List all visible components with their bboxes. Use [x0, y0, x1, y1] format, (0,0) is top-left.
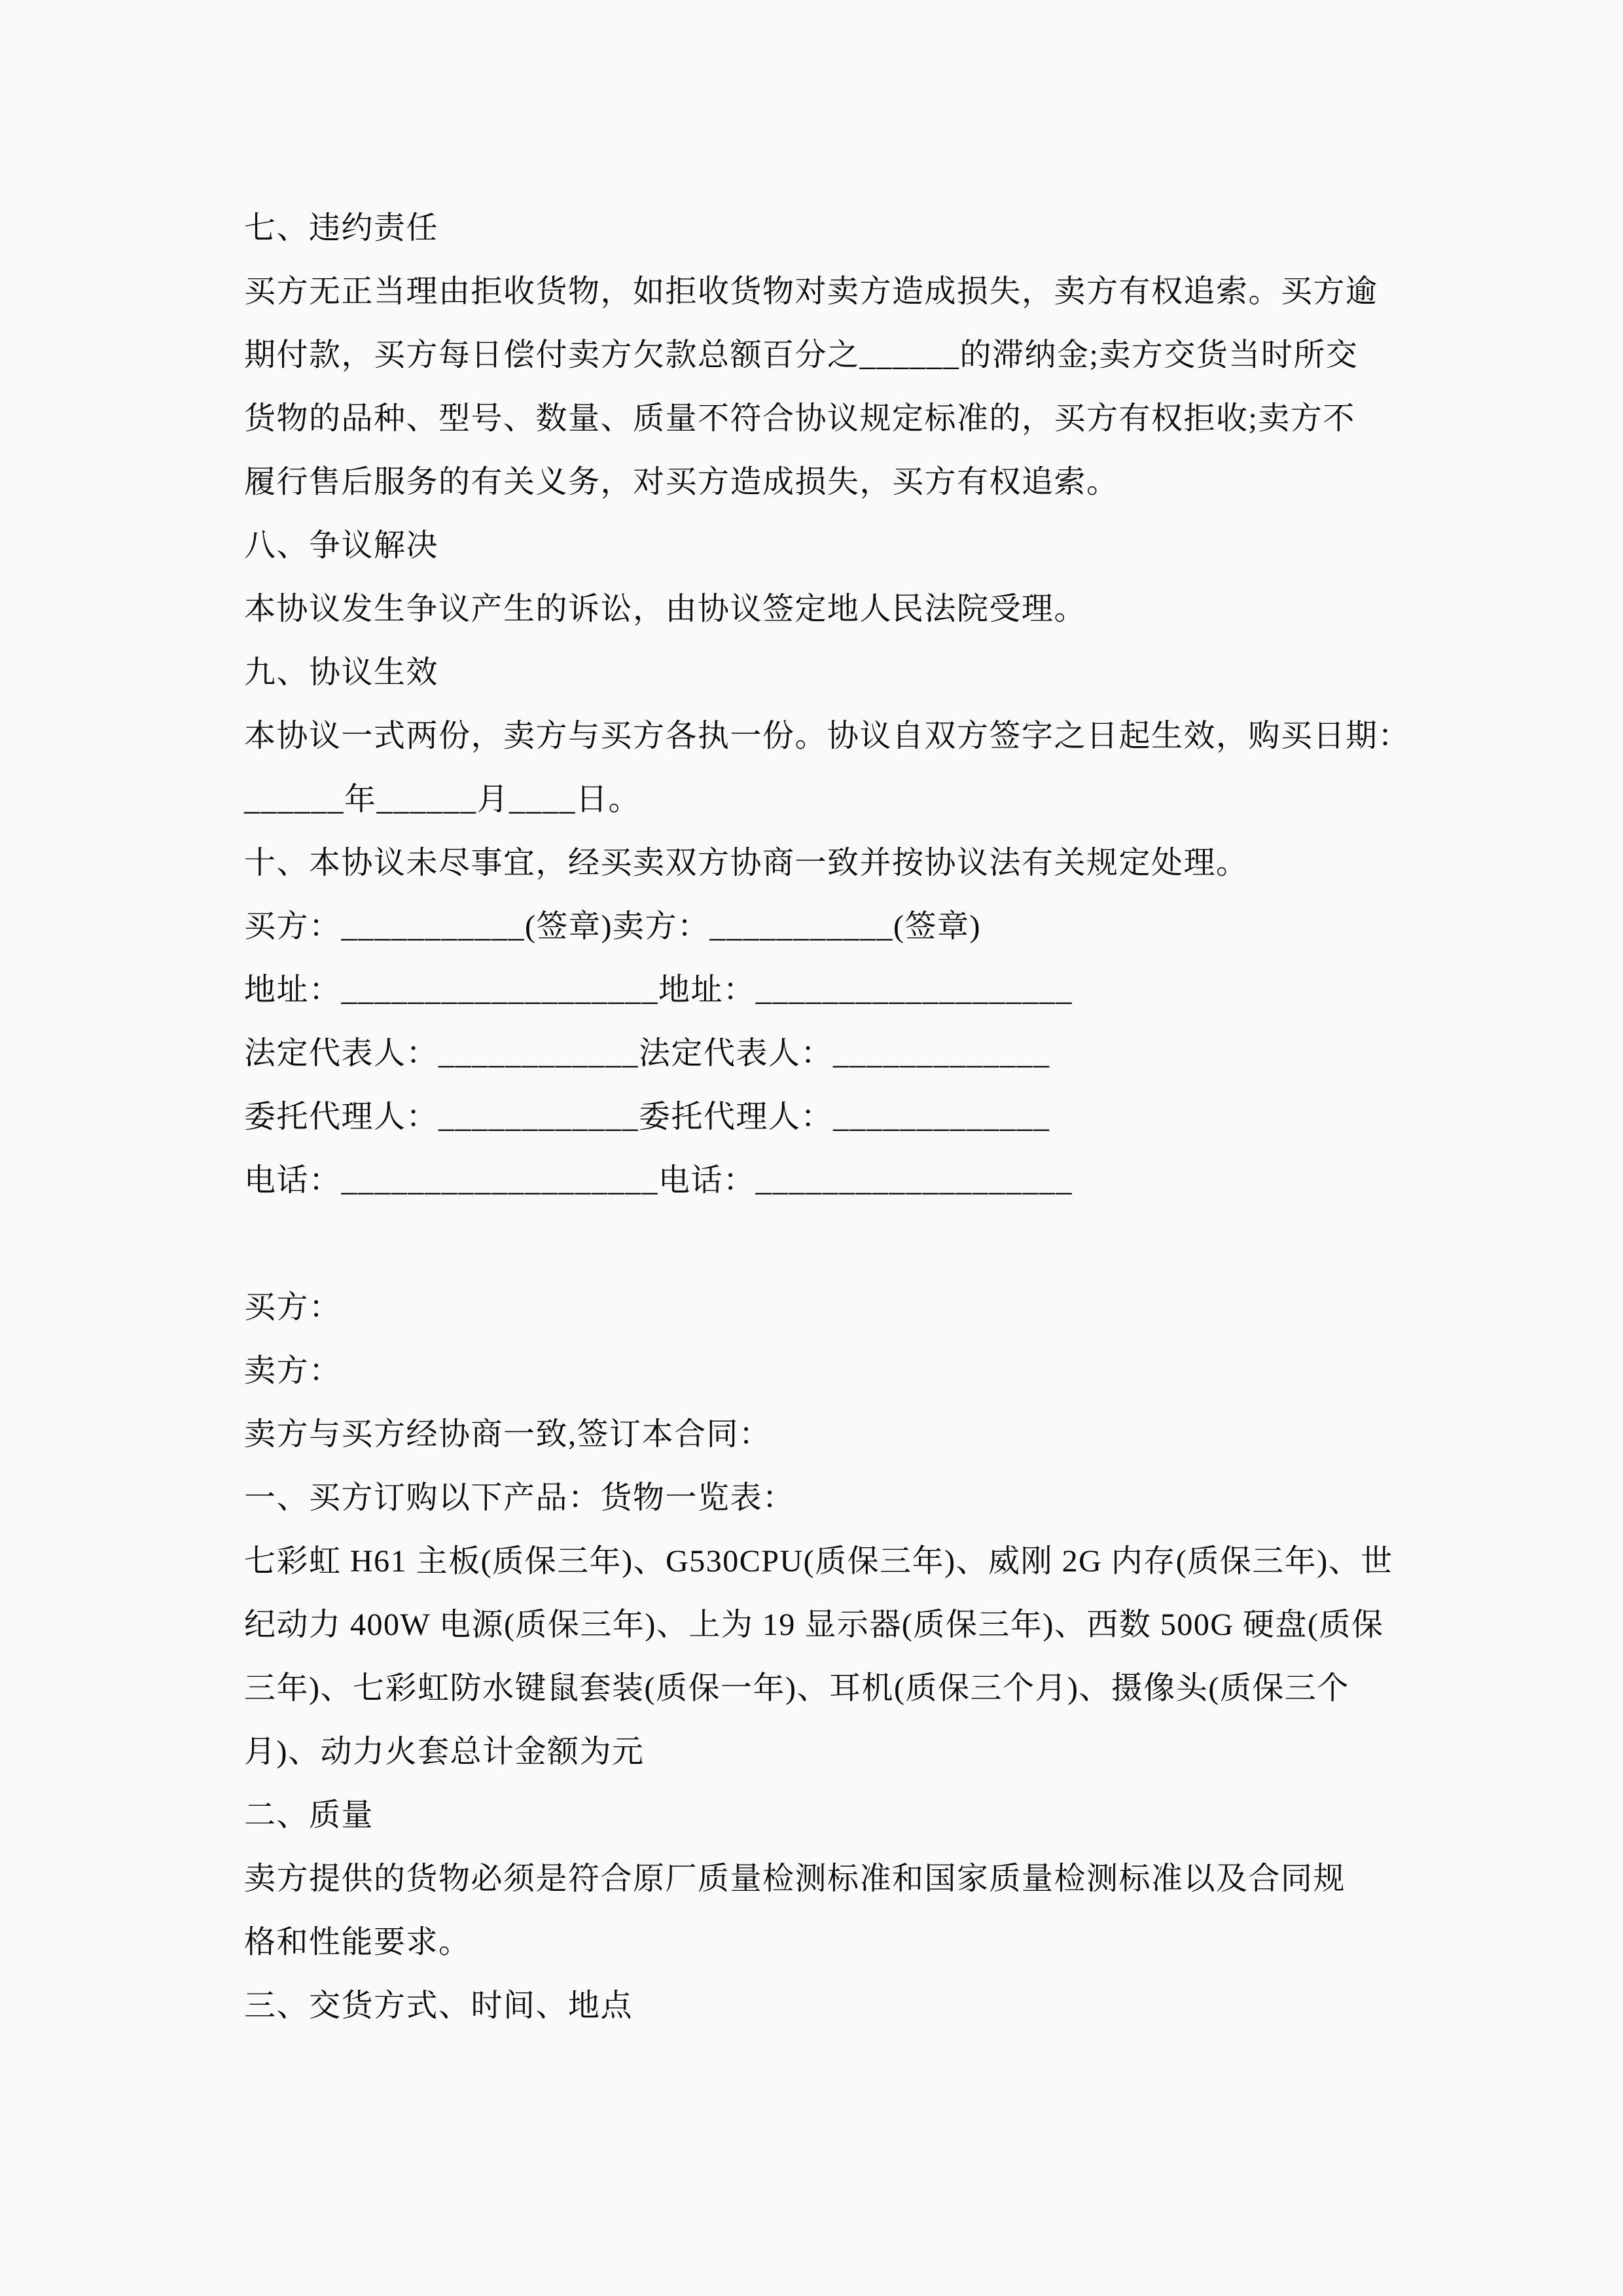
form-field-line: 卖方： — [244, 1354, 342, 1388]
section-heading-line: 九、协议生效 — [244, 655, 439, 690]
form-field-line: 地址：___________________地址：___________________ — [244, 973, 1073, 1007]
paragraph-line: 月)、动力火套总计金额为元 — [244, 1734, 645, 1769]
paragraph-line: 三年)、七彩虹防水键鼠套装(质保一年)、耳机(质保三个月)、摄像头(质保三个 — [244, 1671, 1349, 1706]
contract-text-block — [244, 196, 1411, 2037]
section-heading-line: 八、争议解决 — [244, 528, 439, 563]
paragraph-line: 履行售后服务的有关义务，对买方造成损失，买方有权追索。 — [244, 465, 1119, 499]
form-field-line: 委托代理人：____________委托代理人：_____________ — [244, 1100, 1050, 1134]
paragraph-line: 本协议发生争议产生的诉讼，由协议签定地人民法院受理。 — [244, 592, 1087, 626]
form-field-line: 买方：___________(签章)卖方：___________(签章) — [244, 909, 981, 944]
paragraph-line: ______年______月____日。 — [244, 782, 641, 817]
section-heading-line: 七、违约责任 — [244, 211, 439, 245]
paragraph-line: 期付款，买方每日偿付卖方欠款总额百分之______的滞纳金;卖方交货当时所交 — [244, 338, 1359, 372]
form-field-line: 买方： — [244, 1290, 342, 1325]
section-heading-line: 三、交货方式、时间、地点 — [244, 1988, 633, 2023]
paragraph-line: 卖方与买方经协商一致,签订本合同： — [244, 1417, 772, 1452]
form-field-line: 电话：___________________电话：___________________ — [244, 1163, 1073, 1198]
paragraph-line: 格和性能要求。 — [244, 1925, 471, 1960]
paragraph-line: 纪动力 400W 电源(质保三年)、上为 19 显示器(质保三年)、西数 500G 硬盘(质保 — [244, 1607, 1384, 1642]
section-heading-line: 二、质量 — [244, 1798, 374, 1833]
form-field-line: 法定代表人：____________法定代表人：_____________ — [244, 1036, 1050, 1071]
paragraph-line: 卖方提供的货物必须是符合原厂质量检测标准和国家质量检测标准以及合同规 — [244, 1861, 1346, 1896]
section-heading-line: 十、本协议未尽事宜，经买卖双方协商一致并按协议法有关规定处理。 — [244, 846, 1249, 880]
section-heading-line: 一、买方订购以下产品：货物一览表： — [244, 1480, 795, 1515]
paragraph-line: 本协议一式两份，卖方与买方各执一份。协议自双方签字之日起生效，购买日期： — [244, 719, 1411, 753]
paragraph-line: 七彩虹 H61 主板(质保三年)、G530CPU(质保三年)、威刚 2G 内存(质保三年)、世 — [244, 1544, 1393, 1579]
paragraph-line: 货物的品种、型号、数量、质量不符合协议规定标准的，买方有权拒收;卖方不 — [244, 401, 1355, 436]
paragraph-line: 买方无正当理由拒收货物，如拒收货物对卖方造成损失，卖方有权追索。买方逾 — [244, 274, 1378, 309]
blank-line — [244, 1212, 1399, 1276]
